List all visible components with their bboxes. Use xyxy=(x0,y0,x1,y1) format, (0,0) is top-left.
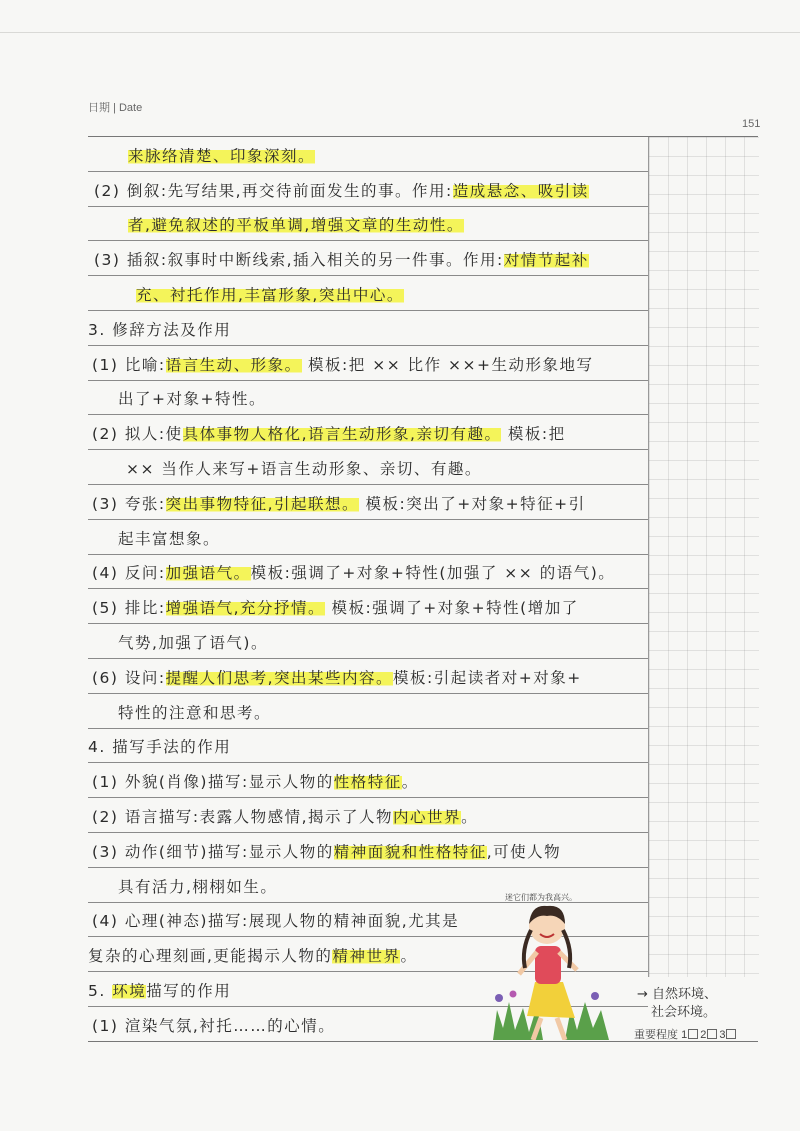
note-segment: (1) 渲染气氛,衬托……的心情。 xyxy=(92,1016,336,1035)
note-text xyxy=(118,631,268,653)
note-segment: 起丰富想象。 xyxy=(118,529,221,548)
note-segment: 特性的注意和思考。 xyxy=(118,703,272,722)
note-segment: 模板:把 ×× 比作 ××+生动形象地写 xyxy=(301,355,594,374)
note-text xyxy=(92,492,586,514)
note-line xyxy=(88,694,648,729)
note-segment: (6) 设问: xyxy=(92,668,166,687)
highlighted-text: 来脉络清楚、印象深刻。 xyxy=(128,146,316,165)
importance-level-1: 1 xyxy=(681,1029,688,1041)
note-segment: ,可使人物 xyxy=(486,842,562,861)
note-text xyxy=(118,701,271,723)
note-text xyxy=(126,457,482,479)
highlighted-text: 突出事物特征,引起联想。 xyxy=(165,494,360,513)
note-line xyxy=(88,172,648,207)
highlighted-text: 内心世界 xyxy=(393,807,462,826)
note-line xyxy=(88,624,648,659)
note-segment: 3. 修辞方法及作用 xyxy=(88,320,232,339)
note-segment: 具有活力,栩栩如生。 xyxy=(118,877,278,896)
note-segment: 模板:突出了+对象+特征+引 xyxy=(359,494,586,513)
note-text xyxy=(92,1014,335,1036)
note-segment: 气势,加强了语气)。 xyxy=(118,633,268,652)
note-line xyxy=(88,520,648,555)
note-line xyxy=(88,589,648,624)
date-label: 日期 | Date xyxy=(88,102,143,114)
note-text xyxy=(94,248,589,270)
note-line xyxy=(88,415,648,450)
note-segment: 4. 描写手法的作用 xyxy=(88,738,232,757)
note-segment: 5. xyxy=(88,981,113,1000)
note-line xyxy=(88,833,648,868)
highlighted-text: 造成悬念、吸引读 xyxy=(452,181,589,200)
note-segment: (3) 动作(细节)描写:显示人物的 xyxy=(92,842,334,861)
highlighted-text: 精神面貌和性格特征 xyxy=(333,842,487,861)
note-text xyxy=(88,735,231,757)
note-segment: 模板:引起读者对+对象+ xyxy=(393,668,582,687)
note-text xyxy=(92,561,615,583)
note-segment: 模板:把 xyxy=(501,425,566,444)
note-segment: (1) 比喻: xyxy=(92,355,166,374)
importance-level-2: 2 xyxy=(700,1029,707,1041)
note-segment: 。 xyxy=(400,947,418,966)
side-note xyxy=(637,986,717,1022)
note-text xyxy=(128,144,315,166)
note-segment: 。 xyxy=(401,773,419,792)
note-text xyxy=(92,909,459,931)
importance-checkbox-3[interactable] xyxy=(726,1029,736,1039)
note-line xyxy=(88,450,648,485)
highlighted-text: 环境 xyxy=(112,981,147,1000)
note-segment: ×× 当作人来写+语言生动形象、亲切、有趣。 xyxy=(126,459,482,478)
note-line xyxy=(88,241,648,276)
note-line xyxy=(88,763,648,798)
note-text xyxy=(94,179,589,201)
note-segment: (5) 排比: xyxy=(92,599,166,618)
note-line xyxy=(88,137,648,172)
note-text xyxy=(128,213,464,235)
note-text xyxy=(88,944,417,966)
note-text xyxy=(136,283,404,305)
note-segment: 模板:强调了+对象+特性(增加了 xyxy=(325,599,579,618)
note-segment: (2) 拟人:使 xyxy=(92,425,183,444)
highlighted-text: 语言生动、形象。 xyxy=(165,355,302,374)
note-text xyxy=(118,875,277,897)
note-line xyxy=(88,207,648,242)
note-segment: (2) 语言描写:表露人物感情,揭示了人物 xyxy=(92,807,394,826)
note-text xyxy=(92,596,579,618)
note-segment: 。 xyxy=(461,807,479,826)
note-segment: (2) 倒叙:先写结果,再交待前面发生的事。作用: xyxy=(94,181,453,200)
note-segment: 复杂的心理刻画,更能揭示人物的 xyxy=(88,947,333,966)
note-text xyxy=(88,979,231,1001)
note-segment: (3) 插叙:叙事时中断线索,插入相关的另一件事。作用: xyxy=(94,251,504,270)
note-text xyxy=(118,527,220,549)
note-text xyxy=(92,805,478,827)
page-top-edge xyxy=(0,32,800,33)
bottom-rule xyxy=(88,1041,758,1042)
highlighted-text: 提醒人们思考,突出某些内容。 xyxy=(165,668,394,687)
importance-checkbox-2[interactable] xyxy=(707,1029,717,1039)
note-line xyxy=(88,798,648,833)
importance-label: 重要程度 xyxy=(634,1029,678,1041)
highlighted-text: 者,避免叙述的平板单调,增强文章的生动性。 xyxy=(128,216,464,235)
note-segment: (4) 心理(神态)描写:展现人物的精神面貌,尤其是 xyxy=(92,912,460,931)
margin-grid xyxy=(648,137,759,977)
highlighted-text: 增强语气,充分抒情。 xyxy=(165,599,326,618)
highlighted-text: 加强语气。 xyxy=(165,564,251,583)
note-line xyxy=(88,381,648,416)
note-line xyxy=(88,311,648,346)
page-number: 151 xyxy=(742,118,761,130)
note-line xyxy=(88,659,648,694)
note-text xyxy=(118,387,266,409)
note-text xyxy=(92,840,561,862)
importance-level-3: 3 xyxy=(719,1029,726,1041)
note-line xyxy=(88,276,648,311)
note-segment: 出了+对象+特性。 xyxy=(118,390,266,409)
note-line xyxy=(88,555,648,590)
note-line xyxy=(88,346,648,381)
note-segment: 描写的作用 xyxy=(146,981,232,1000)
illustration-speech: 迷它们都为我高兴。 xyxy=(505,893,577,902)
note-text xyxy=(88,318,231,340)
note-line xyxy=(88,485,648,520)
note-text xyxy=(92,770,419,792)
note-segment: (1) 外貌(肖像)描写:显示人物的 xyxy=(92,773,334,792)
highlighted-text: 性格特征 xyxy=(333,773,402,792)
note-segment: (4) 反问: xyxy=(92,564,166,583)
girl-illustration xyxy=(485,890,615,1040)
note-text xyxy=(92,353,594,375)
importance-checkbox-1[interactable] xyxy=(688,1029,698,1039)
highlighted-text: 精神世界 xyxy=(332,947,401,966)
side-note-line2: 社会环境。 xyxy=(651,1005,717,1020)
side-note-line1: → 自然环境、 xyxy=(637,987,718,1002)
note-segment: (3) 夸张: xyxy=(92,494,166,513)
note-segment: 模板:强调了+对象+特性(加强了 ×× 的语气)。 xyxy=(250,564,616,583)
note-text xyxy=(92,666,582,688)
highlighted-text: 充、衬托作用,丰富形象,突出中心。 xyxy=(136,285,404,304)
highlighted-text: 对情节起补 xyxy=(503,251,589,270)
highlighted-text: 具体事物人格化,语言生动形象,亲切有趣。 xyxy=(182,425,502,444)
note-text xyxy=(92,422,566,444)
importance-rating xyxy=(634,1026,738,1042)
note-line xyxy=(88,729,648,764)
